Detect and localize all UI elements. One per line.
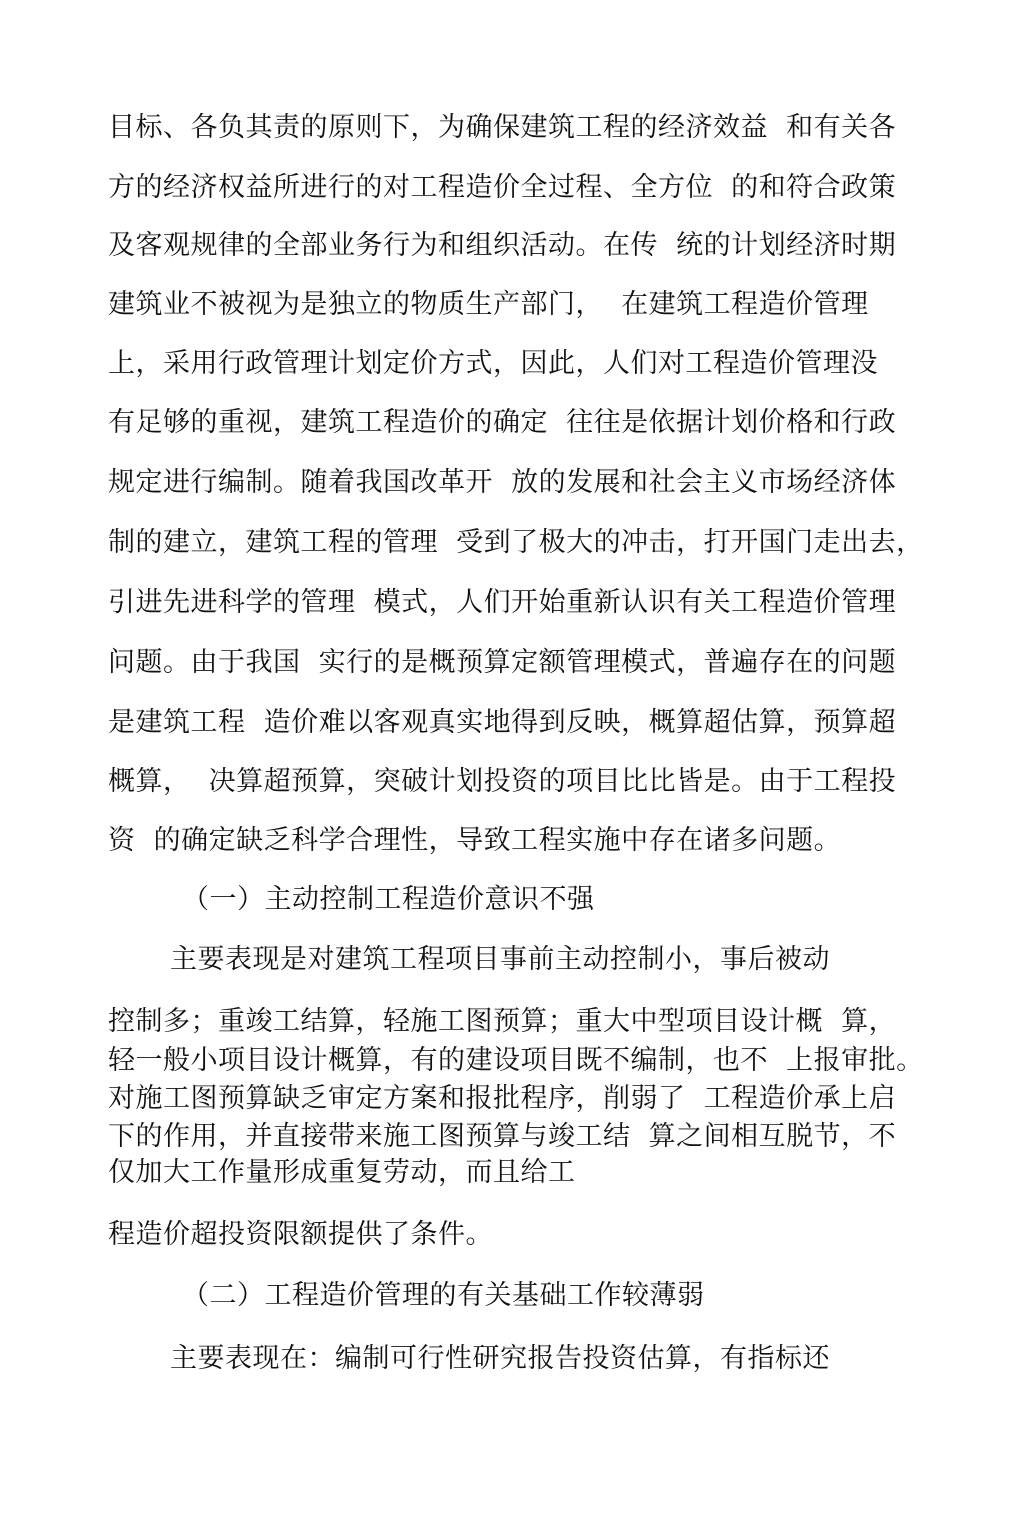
paragraph-line: 仅加大工作量形成重复劳动，而且给工 bbox=[108, 1157, 576, 1188]
paragraph-line: 主要表现是对建筑工程项目事前主动控制小，事后被动 bbox=[170, 944, 830, 975]
paragraph-line: 主要表现在：编制可行性研究报告投资估算，有指标还 bbox=[170, 1343, 830, 1374]
paragraph-line: 有足够的重视，建筑工程造价的确定 往往是依据计划价格和行政 bbox=[108, 407, 897, 438]
paragraph-line: 是建筑工程 造价难以客观真实地得到反映，概算超估算，预算超 bbox=[108, 707, 897, 738]
paragraph-line: 概算， 决算超预算，突破计划投资的项目比比皆是。由于工程投 bbox=[108, 766, 897, 797]
paragraph-line: 规定进行编制。随着我国改革开 放的发展和社会主义市场经济体 bbox=[108, 467, 897, 498]
paragraph-line: 程造价超投资限额提供了条件。 bbox=[108, 1219, 493, 1250]
paragraph-line: 方的经济权益所进行的对工程造价全过程、全方位 的和符合政策 bbox=[108, 172, 897, 203]
paragraph-line: 制的建立，建筑工程的管理 受到了极大的冲击，打开国门走出去， bbox=[108, 527, 924, 558]
section-heading: （二）工程造价管理的有关基础工作较薄弱 bbox=[182, 1280, 705, 1311]
paragraph-line: 控制多；重竣工结算，轻施工图预算；重大中型项目设计概 算， bbox=[108, 1006, 897, 1037]
paragraph-line: 及客观规律的全部业务行为和组织活动。在传 统的计划经济时期 bbox=[108, 230, 897, 261]
paragraph-line: 对施工图预算缺乏审定方案和报批程序，削弱了 工程造价承上启 bbox=[108, 1083, 897, 1114]
section-heading: （一）主动控制工程造价意识不强 bbox=[182, 884, 595, 915]
paragraph-line: 目标、各负其责的原则下，为确保建筑工程的经济效益 和有关各 bbox=[108, 112, 897, 143]
paragraph-line: 上，采用行政管理计划定价方式，因此，人们对工程造价管理没 bbox=[108, 348, 878, 379]
paragraph-line: 问题。由于我国 实行的是概预算定额管理模式，普遍存在的问题 bbox=[108, 647, 897, 678]
paragraph-line: 引进先进科学的管理 模式，人们开始重新认识有关工程造价管理 bbox=[108, 587, 897, 618]
paragraph-line: 建筑业不被视为是独立的物质生产部门， 在建筑工程造价管理 bbox=[108, 289, 869, 320]
paragraph-line: 轻一般小项目设计概算，有的建设项目既不编制，也不 上报审批。 bbox=[108, 1045, 924, 1076]
paragraph-line: 资 的确定缺乏科学合理性，导致工程实施中存在诸多问题。 bbox=[108, 825, 842, 856]
paragraph-line: 下的作用，并直接带来施工图预算与竣工结 算之间相互脱节，不 bbox=[108, 1121, 897, 1152]
